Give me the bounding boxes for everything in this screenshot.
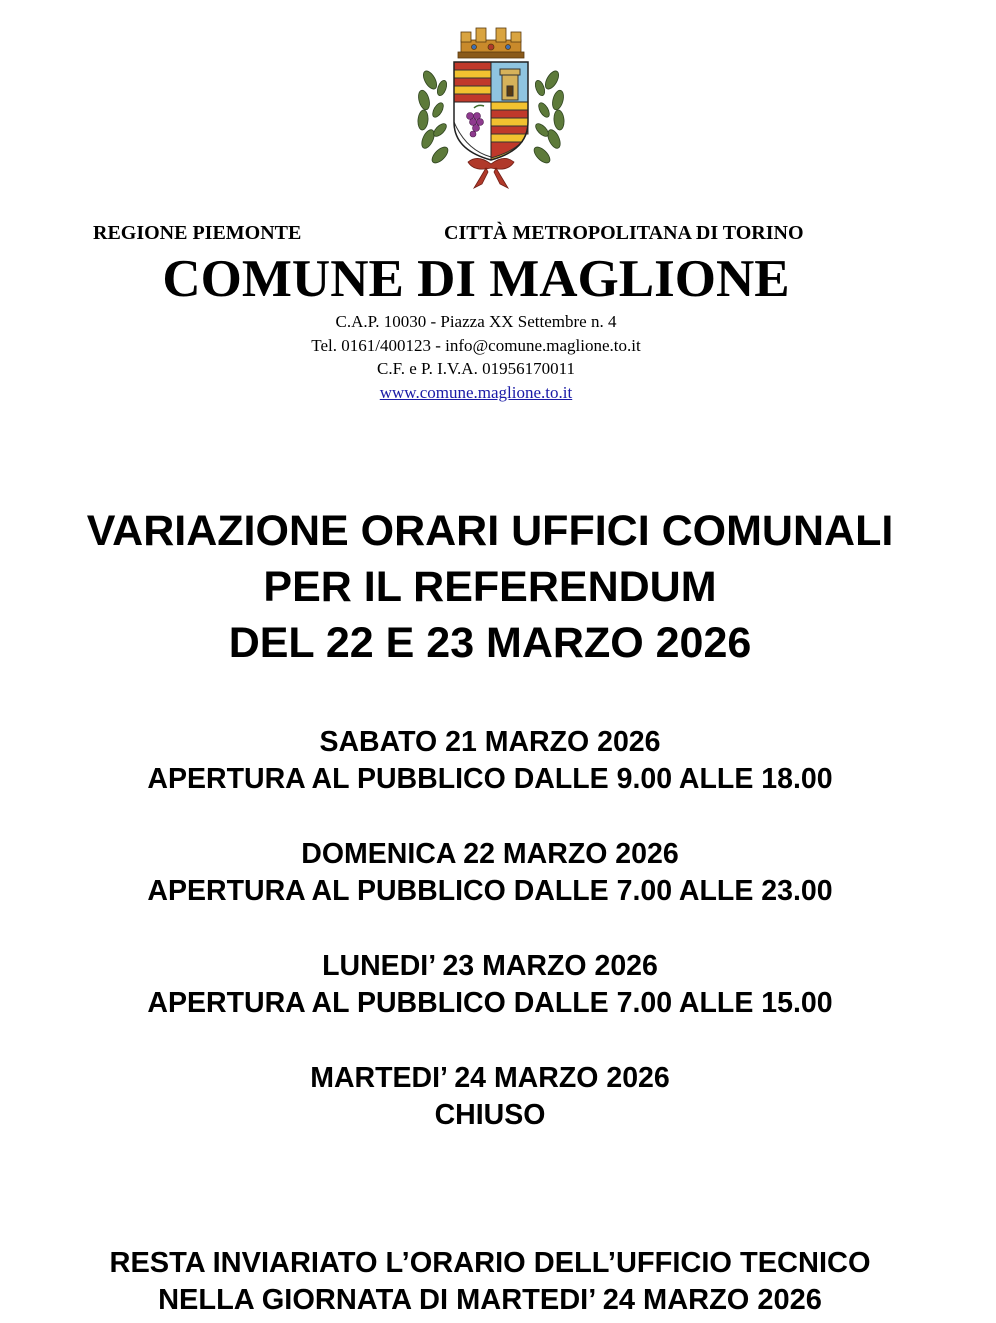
schedule-hours: APERTURA AL PUBBLICO DALLE 7.00 ALLE 15.00: [147, 987, 833, 1019]
region-label: REGIONE PIEMONTE: [93, 222, 302, 244]
metro-city-label: CITTÀ METROPOLITANA DI TORINO: [444, 222, 804, 244]
schedule-date: DOMENICA 22 MARZO 2026: [301, 838, 679, 870]
page-title: COMUNE DI MAGLIONE: [162, 250, 790, 308]
schedule-date: LUNEDI’ 23 MARZO 2026: [322, 950, 658, 982]
schedule-entry-sunday: [0, 836, 980, 910]
phone-email-line: Tel. 0161/400123 - info@comune.maglione.to.it: [311, 335, 641, 355]
footer-note: [0, 1245, 980, 1319]
notice-title-line: VARIAZIONE ORARI UFFICI COMUNALI: [86, 507, 894, 555]
schedule-entry-saturday: [0, 724, 980, 798]
header-regions: [0, 222, 996, 248]
contact-block: [0, 310, 952, 404]
footer-note-line: NELLA GIORNATA DI MARTEDI’ 24 MARZO 2026: [158, 1284, 822, 1316]
footer-note-line: RESTA INVIARIATO L’ORARIO DELL’UFFICIO TECNICO: [109, 1247, 871, 1279]
address-line: C.A.P. 10030 - Piazza XX Settembre n. 4: [335, 312, 617, 331]
schedule-entry-tuesday: [0, 1060, 980, 1134]
schedule-hours: CHIUSO: [434, 1099, 546, 1131]
tax-code-line: C.F. e P. I.V.A. 01956170011: [377, 359, 575, 378]
schedule-date: SABATO 21 MARZO 2026: [319, 726, 661, 758]
schedule-date: MARTEDI’ 24 MARZO 2026: [310, 1062, 670, 1094]
website-link[interactable]: www.comune.maglione.to.it: [379, 382, 573, 402]
schedule-hours: APERTURA AL PUBBLICO DALLE 7.00 ALLE 23.00: [147, 875, 833, 907]
notice-title-line: PER IL REFERENDUM: [263, 563, 717, 611]
coat-of-arms-icon: [416, 22, 566, 192]
notice-title: [0, 503, 980, 671]
schedule-entry-monday: [0, 948, 980, 1022]
schedule-hours: APERTURA AL PUBBLICO DALLE 9.00 ALLE 18.00: [147, 763, 833, 795]
notice-title-line: DEL 22 E 23 MARZO 2026: [228, 619, 752, 667]
